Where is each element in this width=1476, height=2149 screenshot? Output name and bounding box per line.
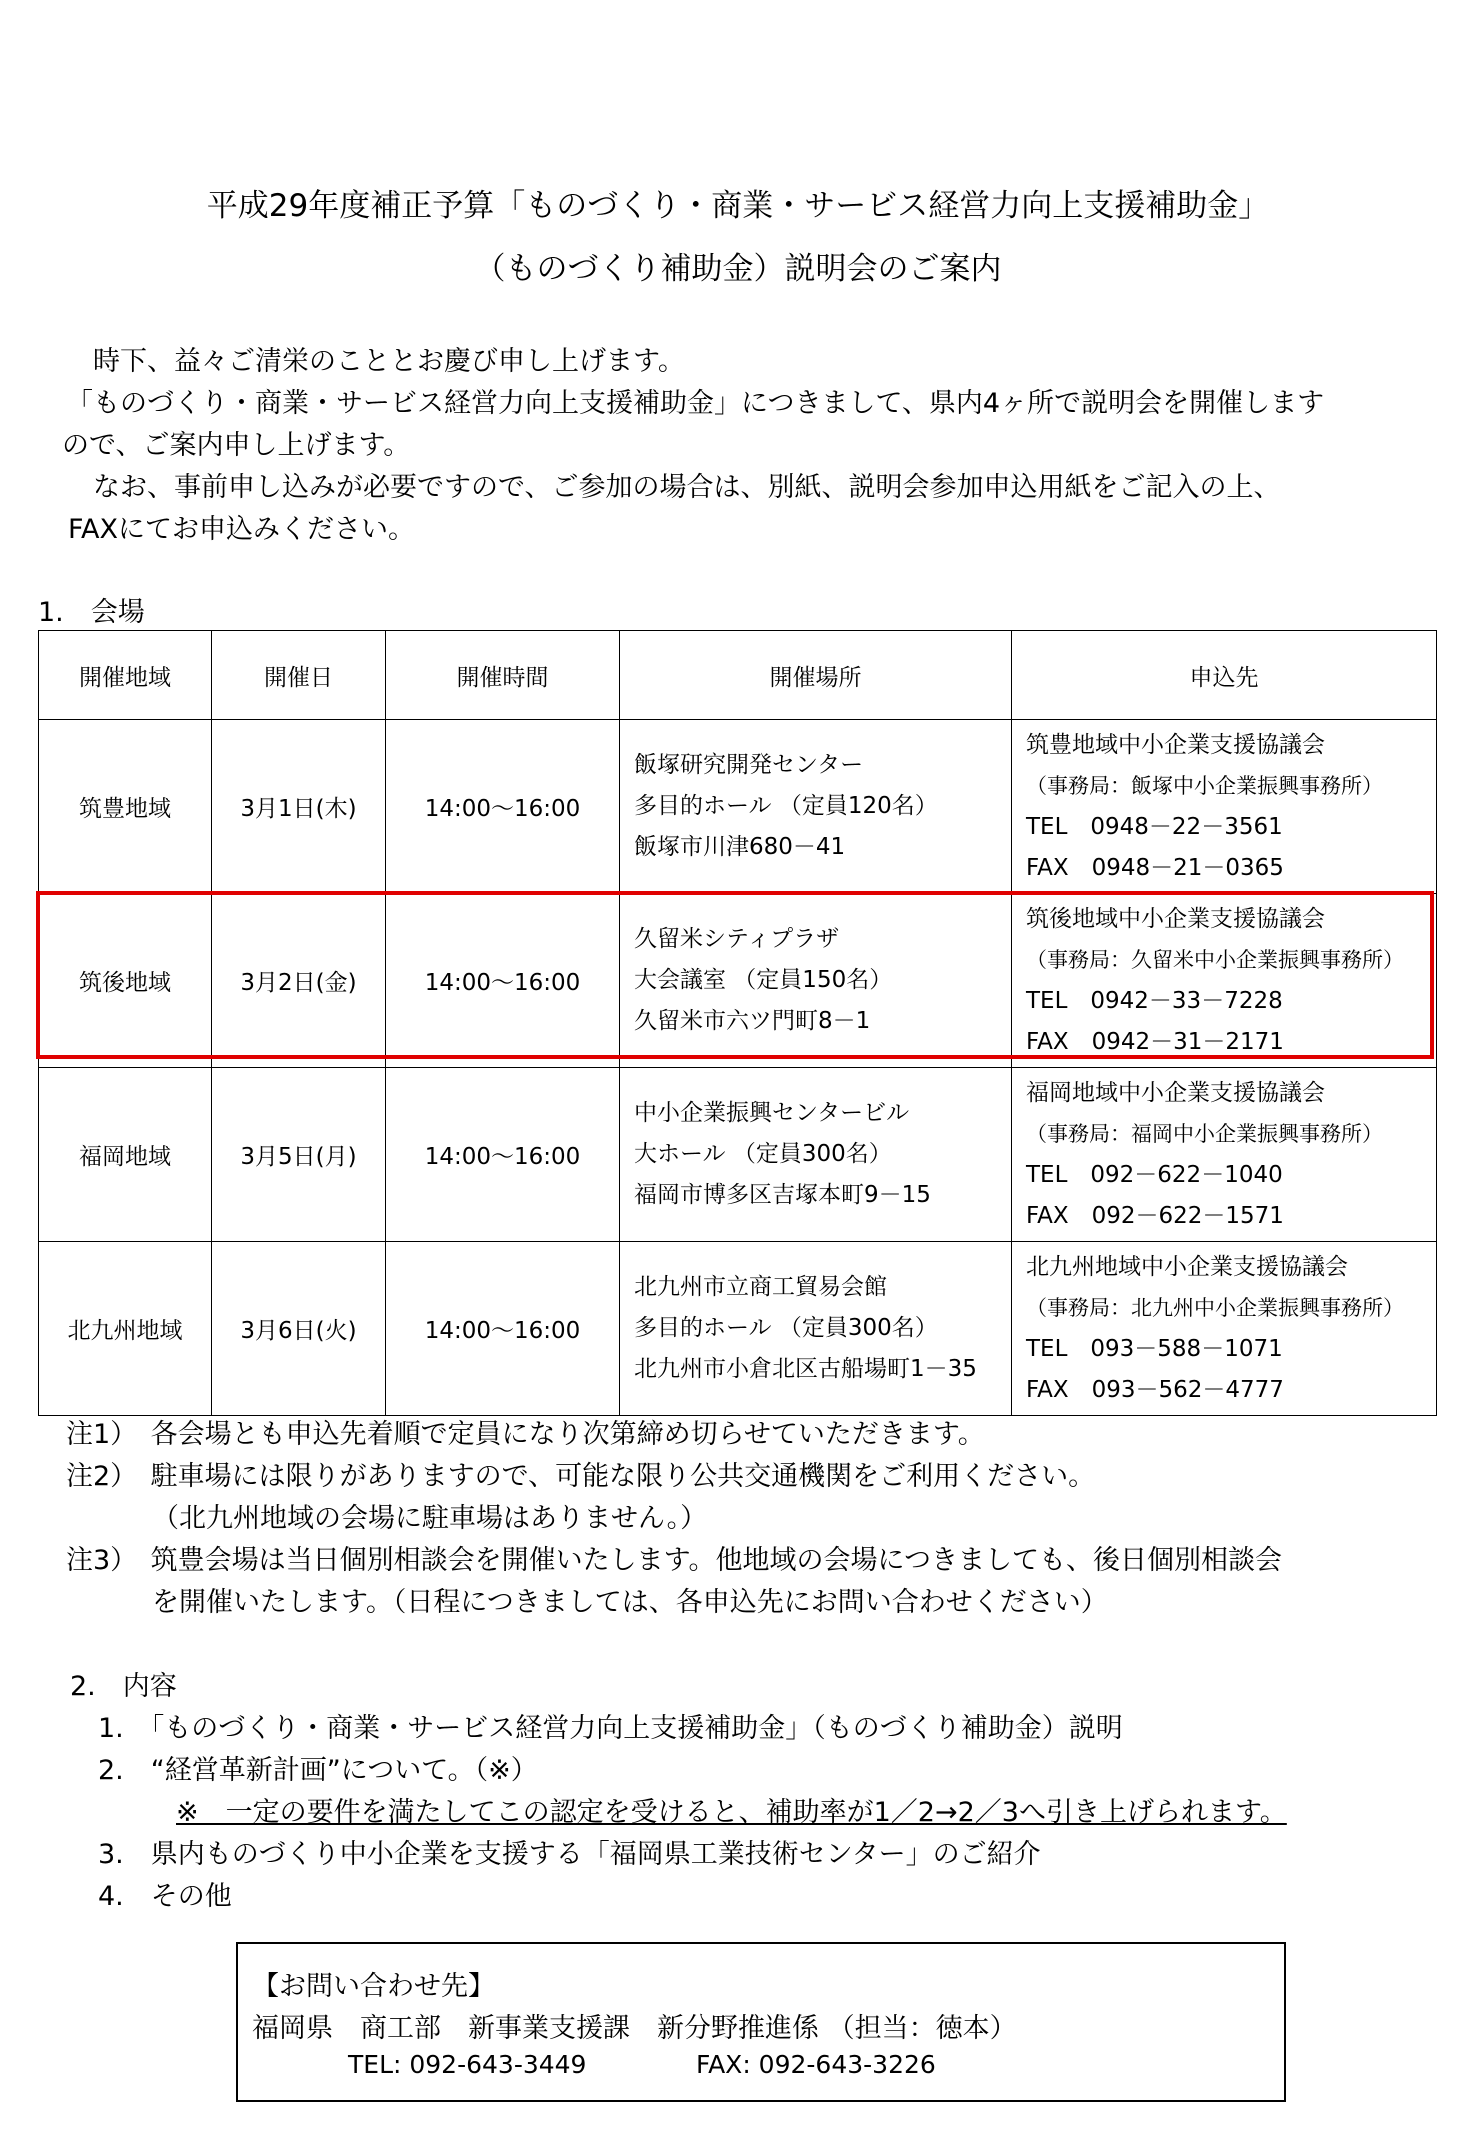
- content-item-2: 2. “経営革新計画”について。（※）: [98, 1755, 538, 1786]
- intro-greeting: 時下、益々ご清栄のこととお慶び申し上げます。: [93, 346, 685, 377]
- note-2-sub: （北九州地域の会場に駐車場はありません。）: [152, 1503, 708, 1534]
- contact-box-tel: TEL: 092-643-3449: [348, 2050, 587, 2079]
- venue-room: 大ホール （定員300名）: [634, 1141, 892, 1167]
- content-item-3: 3. 県内ものづくり中小企業を支援する「福岡県工業技術センター」のご紹介: [98, 1839, 1041, 1870]
- cell-venue: [620, 1068, 1012, 1242]
- note-3-cont: を開催いたします。（日程につきましては、各申込先にお問い合わせください）: [152, 1587, 1108, 1618]
- intro-paragraph-2b: ので、ご案内申し上げます。: [62, 430, 411, 461]
- contact-office: （事務局：北九州中小企業振興事務所）: [1026, 1295, 1404, 1320]
- cell-time: 14:00～16:00: [386, 1242, 620, 1416]
- section2-heading: 2. 内容: [70, 1671, 177, 1702]
- cell-time: 14:00～16:00: [386, 1068, 620, 1242]
- cell-contact: [1012, 1068, 1437, 1242]
- table-header-row: [39, 631, 1437, 720]
- contact-fax: FAX 0942－31－2171: [1026, 1028, 1284, 1055]
- contact-fax: FAX 093－562－4777: [1026, 1376, 1284, 1403]
- venue-room: 多目的ホール （定員120名）: [634, 793, 938, 819]
- contact-tel: TEL 0942－33－7228: [1026, 987, 1283, 1014]
- table-row: [39, 1242, 1437, 1416]
- intro-paragraph-2a: 「ものづくり・商業・サービス経営力向上支援補助金」につきまして、県内4ヶ所で説明会を開催します: [66, 388, 1325, 419]
- content-item-4: 4. その他: [98, 1881, 232, 1912]
- venue-name: 飯塚研究開発センター: [634, 752, 864, 778]
- note-2: 注2） 駐車場には限りがありますので、可能な限り公共交通機関をご利用ください。: [66, 1461, 1096, 1492]
- venue-address: 北九州市小倉北区古船場町1－35: [634, 1356, 977, 1382]
- venue-room: 大会議室 （定員150名）: [634, 967, 893, 993]
- content-item-1: 1. 「ものづくり・商業・サービス経営力向上支援補助金」（ものづくり補助金）説明: [98, 1713, 1123, 1744]
- header-venue: 開催場所: [620, 631, 1012, 720]
- contact-office: （事務局：久留米中小企業振興事務所）: [1026, 947, 1404, 972]
- contact-org: 福岡地域中小企業支援協議会: [1026, 1079, 1325, 1106]
- cell-contact: [1012, 1242, 1437, 1416]
- document-title-line1: 平成29年度補正予算「ものづくり・商業・サービス経営力向上支援補助金」: [206, 188, 1270, 224]
- contact-info-box: [236, 1942, 1286, 2102]
- contact-box-department: 福岡県 商工部 新事業支援課 新分野推進係 （担当：徳本）: [252, 2013, 1017, 2044]
- cell-venue: [620, 720, 1012, 894]
- contact-org: 北九州地域中小企業支援協議会: [1026, 1253, 1348, 1280]
- document-title-line2: （ものづくり補助金）説明会のご案内: [474, 251, 1002, 287]
- cell-venue: [620, 1242, 1012, 1416]
- cell-venue: [620, 894, 1012, 1068]
- cell-region: 筑後地域: [39, 894, 212, 1068]
- section1-heading: 1. 会場: [38, 597, 145, 628]
- cell-region: 北九州地域: [39, 1242, 212, 1416]
- content-item-2-note: ※ 一定の要件を満たしてこの認定を受けると、補助率が1／2→2／3へ引き上げられます。: [176, 1797, 1287, 1828]
- cell-date: 3月6日(火): [212, 1242, 386, 1416]
- contact-org: 筑豊地域中小企業支援協議会: [1026, 731, 1325, 758]
- cell-time: 14:00～16:00: [386, 894, 620, 1068]
- cell-date: 3月1日(木): [212, 720, 386, 894]
- cell-contact: [1012, 720, 1437, 894]
- venue-name: 中小企業振興センタービル: [634, 1100, 910, 1126]
- header-region: 開催地域: [39, 631, 212, 720]
- venue-room: 多目的ホール （定員300名）: [634, 1315, 938, 1341]
- venue-address: 飯塚市川津680－41: [634, 834, 846, 860]
- header-date: 開催日: [212, 631, 386, 720]
- intro-paragraph-3b: FAXにてお申込みください。: [68, 514, 416, 545]
- cell-date: 3月5日(月): [212, 1068, 386, 1242]
- contact-fax: FAX 0948－21－0365: [1026, 854, 1284, 881]
- header-time: 開催時間: [386, 631, 620, 720]
- cell-date: 3月2日(金): [212, 894, 386, 1068]
- contact-office: （事務局：飯塚中小企業振興事務所）: [1026, 773, 1383, 798]
- venue-address: 久留米市六ツ門町8－1: [634, 1008, 871, 1034]
- contact-tel: TEL 0948－22－3561: [1026, 813, 1283, 840]
- venue-table: [38, 630, 1437, 1416]
- table-row: [39, 894, 1437, 1068]
- contact-fax: FAX 092－622－1571: [1026, 1202, 1284, 1229]
- cell-region: 福岡地域: [39, 1068, 212, 1242]
- venue-name: 北九州市立商工貿易会館: [634, 1274, 887, 1300]
- note-3: 注3） 筑豊会場は当日個別相談会を開催いたします。他地域の会場につきましても、後日個別相談会: [66, 1545, 1282, 1576]
- contact-tel: TEL 093－588－1071: [1026, 1335, 1283, 1362]
- contact-box-heading: 【お問い合わせ先】: [252, 1971, 495, 2002]
- venue-name: 久留米シティプラザ: [634, 926, 840, 952]
- cell-time: 14:00～16:00: [386, 720, 620, 894]
- cell-contact: [1012, 894, 1437, 1068]
- table-row: [39, 1068, 1437, 1242]
- contact-tel: TEL 092－622－1040: [1026, 1161, 1283, 1188]
- table-row: [39, 720, 1437, 894]
- header-contact: 申込先: [1012, 631, 1437, 720]
- intro-paragraph-3a: なお、事前申し込みが必要ですので、ご参加の場合は、別紙、説明会参加申込用紙をご記入の上、: [93, 472, 1281, 503]
- venue-address: 福岡市博多区吉塚本町9－15: [634, 1182, 931, 1208]
- contact-box-fax: FAX: 092-643-3226: [696, 2050, 936, 2079]
- contact-org: 筑後地域中小企業支援協議会: [1026, 905, 1325, 932]
- contact-office: （事務局：福岡中小企業振興事務所）: [1026, 1121, 1383, 1146]
- cell-region: 筑豊地域: [39, 720, 212, 894]
- note-1: 注1） 各会場とも申込先着順で定員になり次第締め切らせていただきます。: [66, 1419, 985, 1450]
